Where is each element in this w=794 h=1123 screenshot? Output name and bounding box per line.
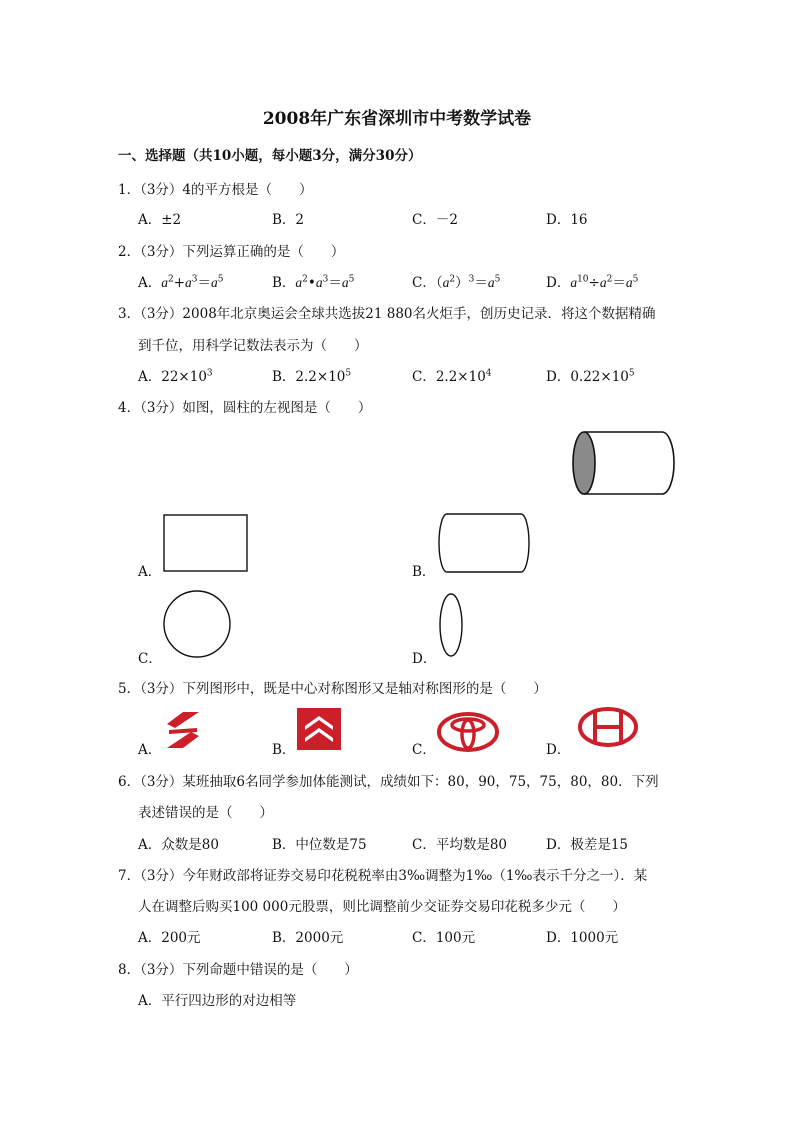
q2-option-d: D．$a^{10}\div a^2=a^5$: [546, 274, 639, 291]
q1-option-b: B．2: [272, 212, 305, 228]
q4-option-d: D．: [412, 651, 437, 667]
q2-option-c: C．$(a^2)^3=a^5$: [412, 274, 501, 291]
q4-option-c: C．: [138, 651, 162, 667]
q8-option-a: A．平行四边形的对边相等: [138, 993, 297, 1009]
question-2-stem: 2．（3分）下列运算正确的是（ ）: [118, 244, 345, 260]
question-3-stem-line1: 3．（3分）2008年北京奥运会全球共选拔21 880名火炬手，创历史记录．将这个数据精确: [118, 306, 656, 322]
q1-option-d: D．16: [546, 212, 588, 228]
q5-option-b: B．: [272, 742, 296, 758]
ellipse-figure: [438, 593, 466, 659]
q3-option-b: B．$2.2\times 10^5$: [272, 368, 352, 385]
q3-option-a: A．$22\times 10^3$: [138, 368, 213, 385]
q7-option-d: D．1000元: [546, 930, 619, 946]
question-4-stem: 4．（3分）如图，圆柱的左视图是（ ）: [118, 400, 372, 416]
cylinder-figure: [570, 430, 676, 496]
rectangle-figure: [163, 514, 249, 574]
q2-option-b: B．$a^2•a^3=a^5$: [272, 274, 355, 291]
q3-option-c: C．$2.2\times 10^4$: [412, 368, 492, 385]
toyota-logo-icon: [437, 712, 499, 752]
q5-option-a: A．: [138, 742, 162, 758]
q7-option-c: C．100元: [412, 930, 476, 946]
question-8-stem: 8．（3分）下列命题中错误的是（ ）: [118, 962, 358, 978]
question-7-stem-line2: 人在调整后购买100 000元股票，则比调整前少交证券交易印花税多少元（ ）: [138, 899, 626, 915]
question-3-stem-line2: 到千位，用科学记数法表示为（ ）: [138, 338, 368, 354]
circle-figure: [163, 590, 233, 660]
q7-option-b: B．2000元: [272, 930, 344, 946]
q6-option-d: D．极差是15: [546, 837, 629, 853]
q6-option-a: A．众数是80: [138, 837, 219, 853]
question-6-stem-line1: 6．（3分）某班抽取6名同学参加体能测试，成绩如下：80，90，75，75，80，80．下列: [118, 774, 659, 790]
q6-option-c: C．平均数是80: [412, 837, 508, 853]
question-1-stem: 1．（3分）4的平方根是（ ）: [118, 182, 313, 198]
citroen-logo-icon: [297, 708, 341, 750]
q4-option-a: A．: [138, 564, 162, 580]
suzuki-logo-icon: [163, 710, 203, 750]
q1-option-a: A．±2: [138, 212, 182, 228]
q2-option-a: A．$a^2+a^3=a^5$: [138, 274, 224, 291]
section-heading: 一、选择题（共10小题，每小题3分，满分30分）: [118, 148, 422, 164]
q4-option-b: B．: [412, 564, 436, 580]
q5-option-d: D．: [546, 742, 571, 758]
q3-option-d: D．$0.22\times 10^5$: [546, 368, 635, 385]
q1-option-c: C．－2: [412, 212, 458, 228]
capsule-figure: [437, 512, 531, 574]
hongqi-logo-icon: [577, 706, 639, 748]
question-7-stem-line1: 7．（3分）今年财政部将证券交易印花税税率由3‰调整为1‰（1‰表示千分之一）．某: [118, 868, 648, 884]
q5-option-c: C．: [412, 742, 436, 758]
q7-option-a: A．200元: [138, 930, 201, 946]
question-6-stem-line2: 表述错误的是（ ）: [138, 805, 273, 821]
page-title: 2008年广东省深圳市中考数学试卷: [262, 109, 532, 129]
q6-option-b: B．中位数是75: [272, 837, 367, 853]
question-5-stem: 5．（3分）下列图形中，既是中心对称图形又是轴对称图形的是（ ）: [118, 681, 547, 697]
